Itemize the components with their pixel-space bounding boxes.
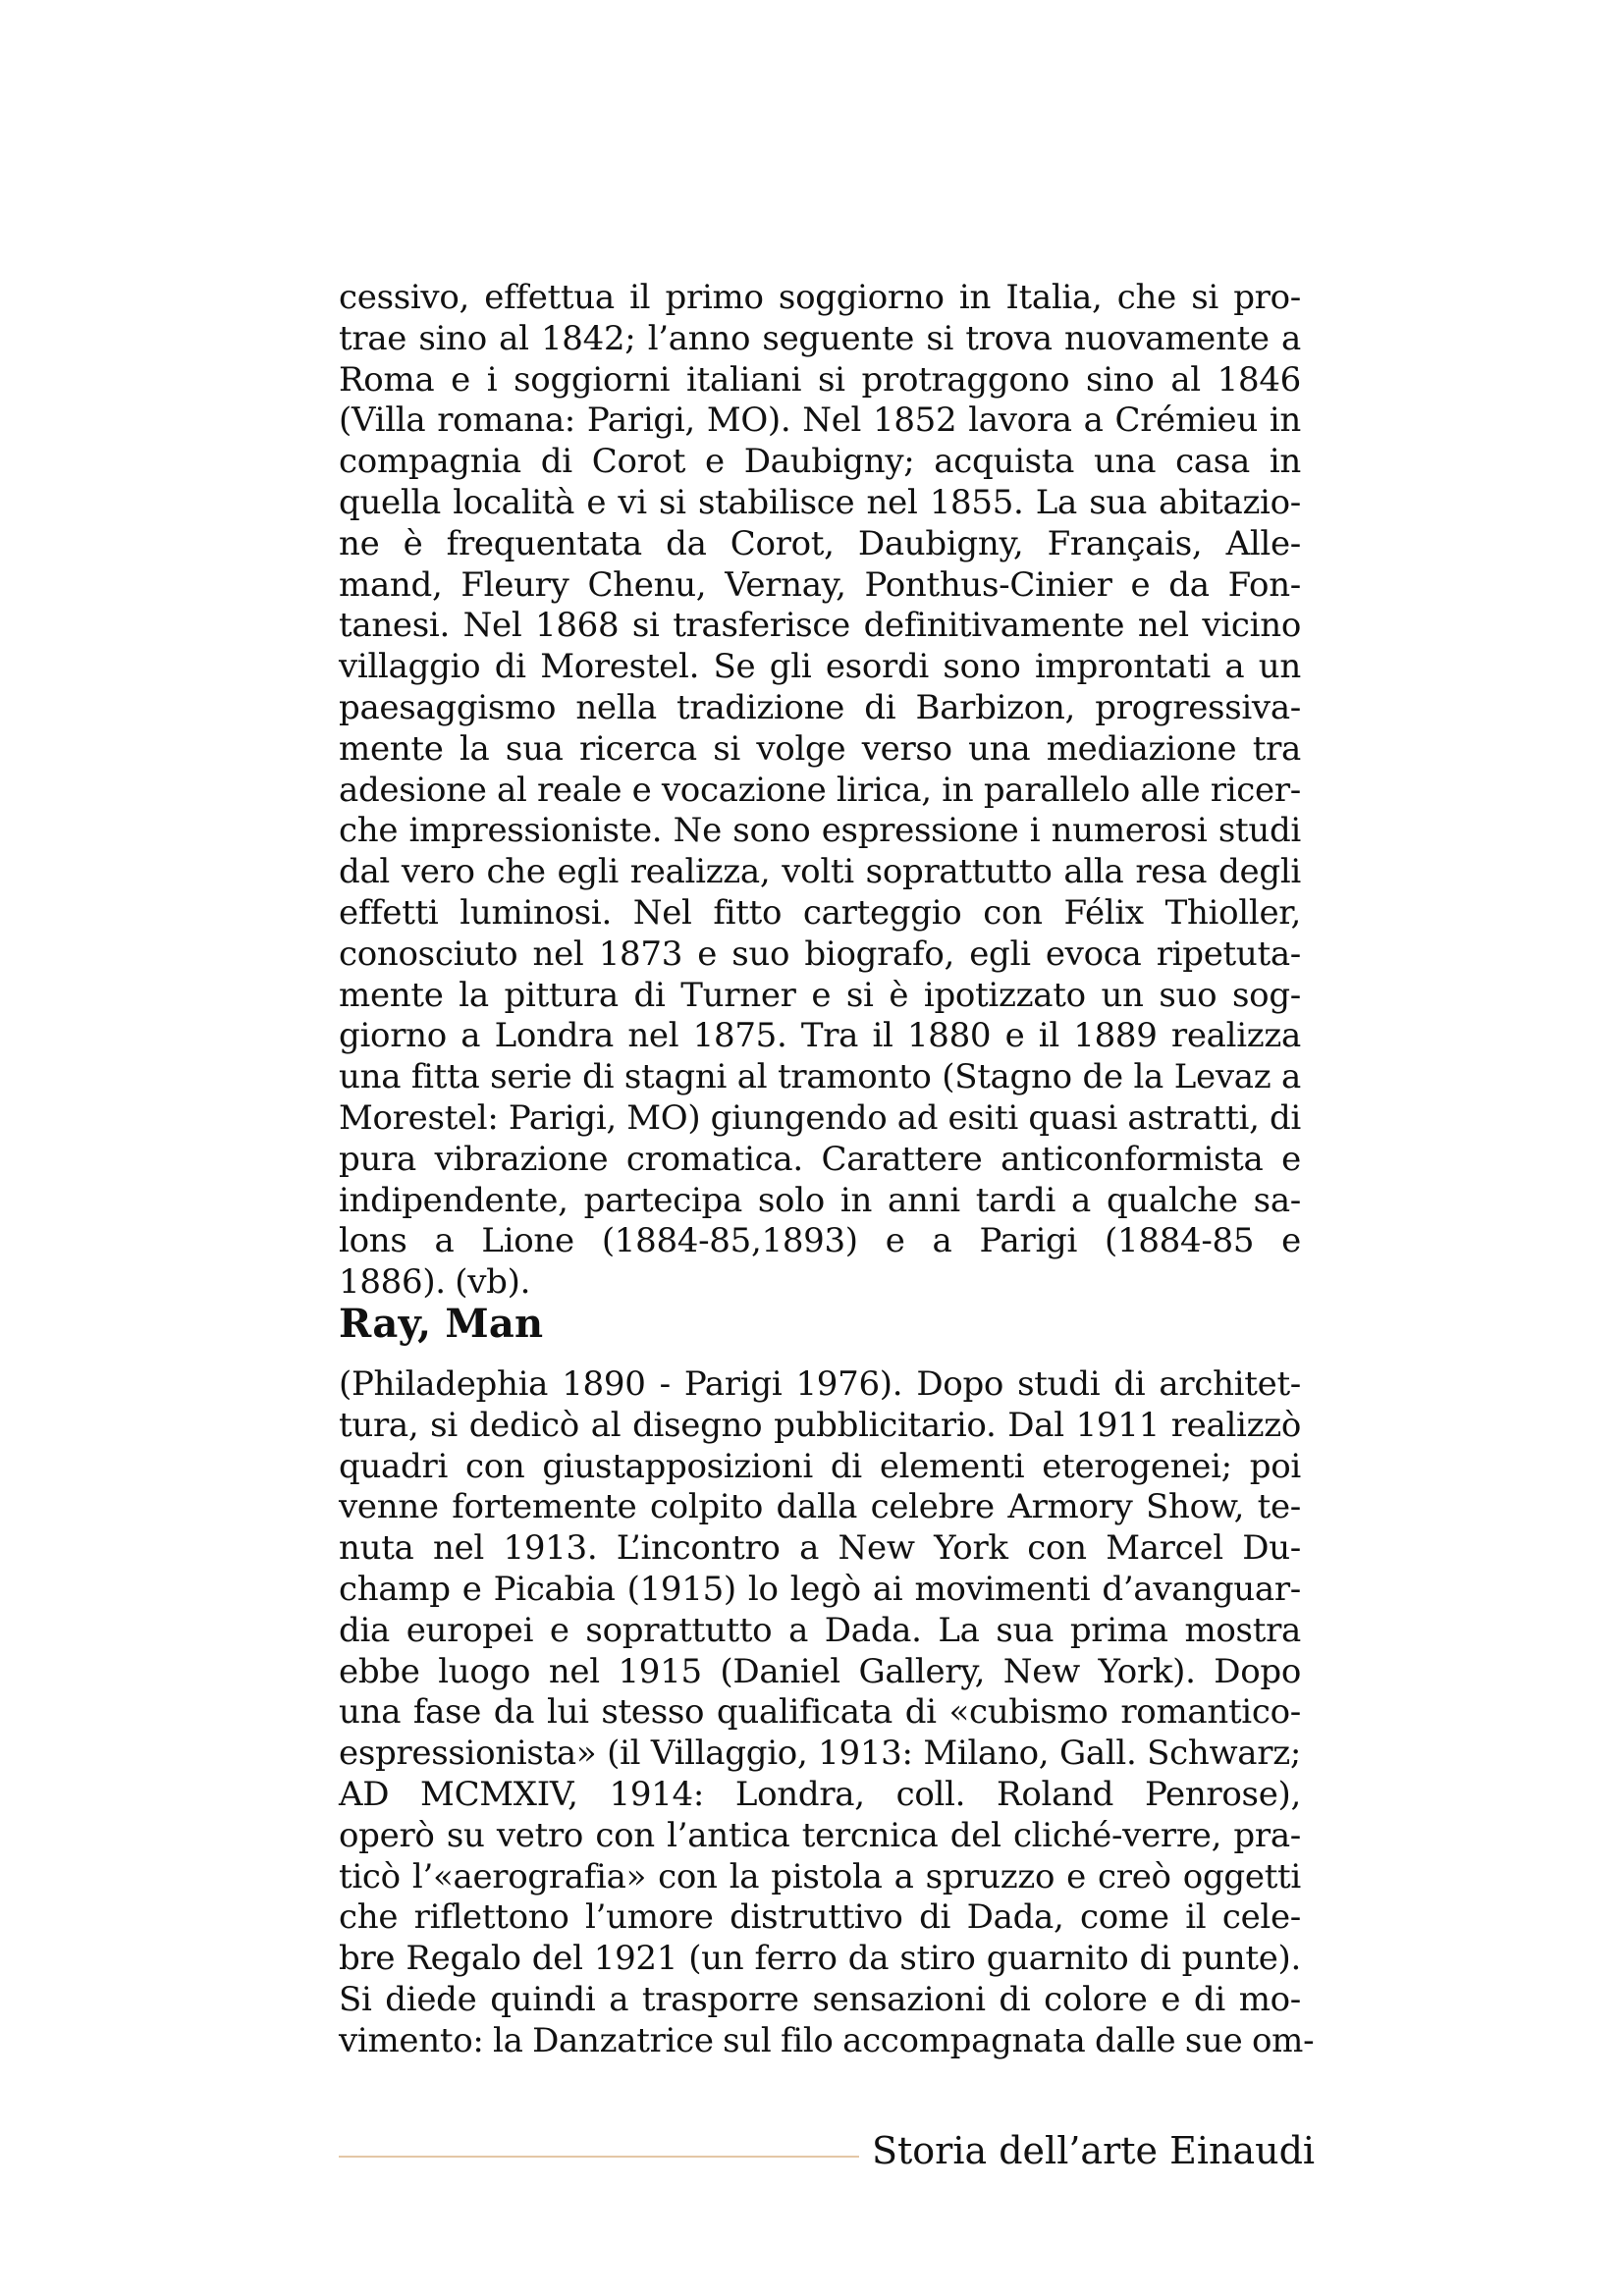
text-line: AD MCMXIV, 1914: Londra, coll. Roland Penrose), xyxy=(339,1774,1301,1814)
text-line: tanesi. Nel 1868 si trasferisce definitivamente nel vicino xyxy=(339,606,1301,646)
text-line: (Philadephia 1890 - Parigi 1976). Dopo studi di architet- xyxy=(339,1364,1301,1404)
text-line: operò su vetro con l’antica tercnica del cliché-verre, pra- xyxy=(339,1815,1301,1855)
text-line: Si diede quindi a trasporre sensazioni di colore e di mo- xyxy=(339,1979,1301,2019)
text-line: una fase da lui stesso qualificata di «cubismo romantico- xyxy=(339,1692,1301,1733)
text-line: adesione al reale e vocazione lirica, in parallelo alle ricer- xyxy=(339,770,1301,810)
text-line: ebbe luogo nel 1915 (Daniel Gallery, New York). Dopo xyxy=(339,1651,1301,1691)
text-line: Morestel: Parigi, MO) giungendo ad esiti quasi astratti, di xyxy=(339,1097,1301,1138)
text-line: villaggio di Morestel. Se gli esordi sono improntati a un xyxy=(339,647,1301,687)
text-line: 1886). (vb). xyxy=(339,1262,531,1303)
text-line: tura, si dedicò al disegno pubblicitario. Dal 1911 realizzò xyxy=(339,1405,1301,1445)
text-line: una fitta serie di stagni al tramonto (Stagno de la Levaz a xyxy=(339,1057,1301,1097)
text-line: vimento: la Danzatrice sul filo accompagnata dalle sue om- xyxy=(339,2020,1315,2060)
text-line: mente la pittura di Turner e si è ipotizzato un suo sog- xyxy=(339,975,1301,1015)
text-line: effetti luminosi. Nel fitto carteggio con Félix Thioller, xyxy=(339,892,1301,933)
text-line: compagnia di Corot e Daubigny; acquista una casa in xyxy=(339,442,1301,482)
text-line: lons a Lione (1884-85,1893) e a Parigi (1884-85 e xyxy=(339,1221,1301,1261)
footer-title: Storia dell’arte Einaudi xyxy=(872,2129,1316,2172)
entry-body-previous xyxy=(339,278,1301,1304)
text-line: che riflettono l’umore distruttivo di Dada, come il cele- xyxy=(339,1897,1301,1938)
text-line: quadri con giustapposizioni di elementi eterogenei; poi xyxy=(339,1446,1301,1486)
entry-heading: Ray, Man xyxy=(339,1301,544,1347)
text-line: mand, Fleury Chenu, Vernay, Ponthus-Cinier e da Fon- xyxy=(339,564,1301,605)
text-line: paesaggismo nella tradizione di Barbizon, progressiva- xyxy=(339,687,1301,727)
text-line: indipendente, partecipa solo in anni tardi a qualche sa- xyxy=(339,1180,1301,1220)
footer-rule xyxy=(339,2156,859,2158)
text-line: cessivo, effettua il primo soggiorno in Italia, che si pro- xyxy=(339,278,1301,317)
text-line: giorno a Londra nel 1875. Tra il 1880 e il 1889 realizza xyxy=(339,1016,1301,1056)
text-line: pura vibrazione cromatica. Carattere anticonformista e xyxy=(339,1139,1301,1179)
text-line: dal vero che egli realizza, volti soprattutto alla resa degli xyxy=(339,852,1301,892)
text-line: trae sino al 1842; l’anno seguente si trova nuovamente a xyxy=(339,318,1301,358)
text-line: ticò l’«aerografia» con la pistola a spruzzo e creò oggetti xyxy=(339,1856,1301,1896)
text-line: nuta nel 1913. L’incontro a New York con Marcel Du- xyxy=(339,1528,1301,1569)
text-line: dia europei e soprattutto a Dada. La sua prima mostra xyxy=(339,1610,1301,1650)
text-line: che impressioniste. Ne sono espressione i numerosi studi xyxy=(339,811,1301,851)
text-line: (Villa romana: Parigi, MO). Nel 1852 lavora a Crémieu in xyxy=(339,400,1301,441)
text-line: champ e Picabia (1915) lo legò ai movimenti d’avanguar- xyxy=(339,1569,1301,1609)
text-line: bre Regalo del 1921 (un ferro da stiro guarnito di punte). xyxy=(339,1939,1301,1979)
text-line: mente la sua ricerca si volge verso una mediazione tra xyxy=(339,728,1301,769)
text-line: venne fortemente colpito dalla celebre Armory Show, te- xyxy=(339,1487,1301,1527)
text-line: espressionista» (il Villaggio, 1913: Milano, Gall. Schwarz; xyxy=(339,1734,1301,1774)
text-line: Roma e i soggiorni italiani si protraggono sino al 1846 xyxy=(339,359,1301,400)
text-line: quella località e vi si stabilisce nel 1855. La sua abitazio- xyxy=(339,482,1301,522)
text-line: ne è frequentata da Corot, Daubigny, Français, Alle- xyxy=(339,523,1301,563)
entry-body-ray-man xyxy=(339,1364,1315,2062)
text-line: conosciuto nel 1873 e suo biografo, egli evoca ripetuta- xyxy=(339,934,1301,974)
